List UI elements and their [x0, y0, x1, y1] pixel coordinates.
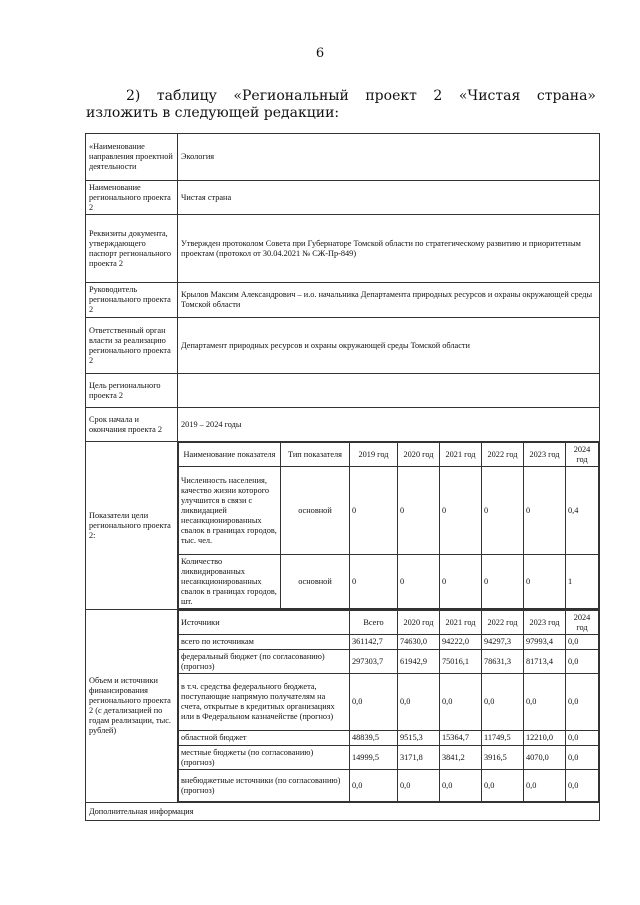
- indicator-value: 0: [398, 467, 440, 555]
- funding-header-2024: 2024 год: [566, 611, 599, 635]
- table-row: [179, 650, 599, 674]
- funding-value: 81713,4: [524, 650, 566, 674]
- indicator-value: 0,4: [566, 467, 599, 555]
- funding-source: всего по источникам: [179, 635, 350, 650]
- indicator-value: 0: [398, 555, 440, 609]
- funding-value: 0,0: [440, 674, 482, 731]
- indicators-table: [178, 442, 599, 609]
- head-value: Крылов Максим Александрович – и.о. начальника Департамента природных ресурсов и охраны окружающей среды Томской области: [178, 283, 600, 318]
- row-direction: [86, 134, 600, 181]
- funding-value: 361142,7: [350, 635, 398, 650]
- indicators-header-2020: 2020 год: [398, 443, 440, 467]
- intro-paragraph: 2) таблицу «Региональный проект 2 «Чистая страна» изложить в следующей редакции:: [86, 88, 596, 121]
- indicators-header-row: [179, 443, 599, 467]
- funding-value: 74630,0: [398, 635, 440, 650]
- requisites-value: Утвержден протоколом Совета при Губернаторе Томской области по стратегическому развитию и приоритетным проектам (протокол от 30.04.2021 № СЖ-Пр-849): [178, 215, 600, 283]
- table-row: [179, 555, 599, 609]
- funding-header-source: Источники: [179, 611, 350, 635]
- table-row: [179, 731, 599, 746]
- funding-value: 0,0: [440, 770, 482, 802]
- indicator-value: 0: [482, 555, 524, 609]
- indicator-value: 0: [440, 555, 482, 609]
- funding-value: 0,0: [350, 770, 398, 802]
- funding-source: в т.ч. средства федерального бюджета, поступающие напрямую получателям на счета, открытые в кредитных организациях или в Федеральном казначействе (прогноз): [179, 674, 350, 731]
- period-value: 2019 – 2024 годы: [178, 408, 600, 442]
- indicator-value: 0: [440, 467, 482, 555]
- table-row: [179, 635, 599, 650]
- funding-value: 0,0: [398, 674, 440, 731]
- funding-value: 0,0: [398, 770, 440, 802]
- funding-value: 3171,8: [398, 746, 440, 770]
- funding-value: 0,0: [482, 770, 524, 802]
- direction-label: «Наименование направления проектной деятельности: [86, 134, 178, 181]
- additional-info: Дополнительная информация: [86, 803, 600, 821]
- funding-value: 75016,1: [440, 650, 482, 674]
- row-goal: [86, 374, 600, 408]
- indicators-label: Показатели цели регионального проекта 2:: [86, 442, 178, 610]
- head-label: Руководитель регионального проекта 2: [86, 283, 178, 318]
- indicator-value: 0: [350, 467, 398, 555]
- requisites-label: Реквизиты документа, утверждающего паспорт регионального проекта 2: [86, 215, 178, 283]
- indicator-name: Численность населения, качество жизни которого улучшится в связи с ликвидацией несанкционированных свалок в границах городов, тыс. чел.: [179, 467, 281, 555]
- row-authority: [86, 318, 600, 374]
- funding-value: 0,0: [524, 770, 566, 802]
- project-table: [85, 133, 600, 821]
- indicator-value: 0: [482, 467, 524, 555]
- funding-value: 9515,3: [398, 731, 440, 746]
- funding-value: 61942,9: [398, 650, 440, 674]
- goal-value: [178, 374, 600, 408]
- indicators-header-2021: 2021 год: [440, 443, 482, 467]
- direction-value: Экология: [178, 134, 600, 181]
- page-number: 6: [315, 46, 325, 61]
- funding-value: 0,0: [566, 635, 599, 650]
- indicators-header-2023: 2023 год: [524, 443, 566, 467]
- funding-value: 0,0: [566, 650, 599, 674]
- row-indicators: [86, 442, 600, 610]
- funding-header-2022: 2022 год: [482, 611, 524, 635]
- funding-header-2021: 2021 год: [440, 611, 482, 635]
- indicator-type: основной: [281, 555, 350, 609]
- row-head: [86, 283, 600, 318]
- funding-value: 11749,5: [482, 731, 524, 746]
- row-project-name: [86, 181, 600, 215]
- funding-value: 3916,5: [482, 746, 524, 770]
- project-name-label: Наименование регионального проекта 2: [86, 181, 178, 215]
- funding-value: 3841,2: [440, 746, 482, 770]
- funding-value: 15364,7: [440, 731, 482, 746]
- funding-value: 97993,4: [524, 635, 566, 650]
- project-name-value: Чистая страна: [178, 181, 600, 215]
- indicator-value: 0: [524, 467, 566, 555]
- funding-value: 4070,0: [524, 746, 566, 770]
- funding-header-row: [179, 611, 599, 635]
- funding-value: 48839,5: [350, 731, 398, 746]
- authority-label: Ответственный орган власти за реализацию регионального проекта 2: [86, 318, 178, 374]
- indicator-type: основной: [281, 467, 350, 555]
- indicators-header-name: Наименование показателя: [179, 443, 281, 467]
- row-period: [86, 408, 600, 442]
- funding-value: 0,0: [350, 674, 398, 731]
- authority-value: Департамент природных ресурсов и охраны окружающей среды Томской области: [178, 318, 600, 374]
- funding-value: 0,0: [566, 746, 599, 770]
- funding-value: 297303,7: [350, 650, 398, 674]
- funding-header-2020: 2020 год: [398, 611, 440, 635]
- table-row: [179, 746, 599, 770]
- funding-source: областной бюджет: [179, 731, 350, 746]
- funding-value: 94222,0: [440, 635, 482, 650]
- funding-value: 12210,0: [524, 731, 566, 746]
- goal-label: Цель регионального проекта 2: [86, 374, 178, 408]
- funding-source: местные бюджеты (по согласованию) (прогноз): [179, 746, 350, 770]
- row-funding: [86, 610, 600, 803]
- indicator-value: 0: [524, 555, 566, 609]
- funding-label: Объем и источники финансирования регионального проекта 2 (с детализацией по годам реализации, тыс. рублей): [86, 610, 178, 803]
- indicators-header-2024: 2024 год: [566, 443, 599, 467]
- funding-value: 0,0: [566, 731, 599, 746]
- indicators-header-2022: 2022 год: [482, 443, 524, 467]
- indicator-value: 1: [566, 555, 599, 609]
- funding-source: федеральный бюджет (по согласованию) (прогноз): [179, 650, 350, 674]
- indicators-header-type: Тип показателя: [281, 443, 350, 467]
- funding-source: внебюджетные источники (по согласованию) (прогноз): [179, 770, 350, 802]
- funding-value: 0,0: [524, 674, 566, 731]
- funding-value: 78631,3: [482, 650, 524, 674]
- table-row: [179, 467, 599, 555]
- funding-value: 94297,3: [482, 635, 524, 650]
- funding-value: 0,0: [566, 674, 599, 731]
- indicator-value: 0: [350, 555, 398, 609]
- funding-value: 0,0: [566, 770, 599, 802]
- row-requisites: [86, 215, 600, 283]
- table-row: [179, 770, 599, 802]
- funding-value: 0,0: [482, 674, 524, 731]
- funding-header-total: Всего: [350, 611, 398, 635]
- indicator-name: Количество ликвидированных несанкционированных свалок в границах городов, шт.: [179, 555, 281, 609]
- row-additional: [86, 803, 600, 821]
- indicators-header-2019: 2019 год: [350, 443, 398, 467]
- funding-value: 14999,5: [350, 746, 398, 770]
- period-label: Срок начала и окончания проекта 2: [86, 408, 178, 442]
- table-row: [179, 674, 599, 731]
- funding-table: [178, 610, 599, 802]
- funding-header-2023: 2023 год: [524, 611, 566, 635]
